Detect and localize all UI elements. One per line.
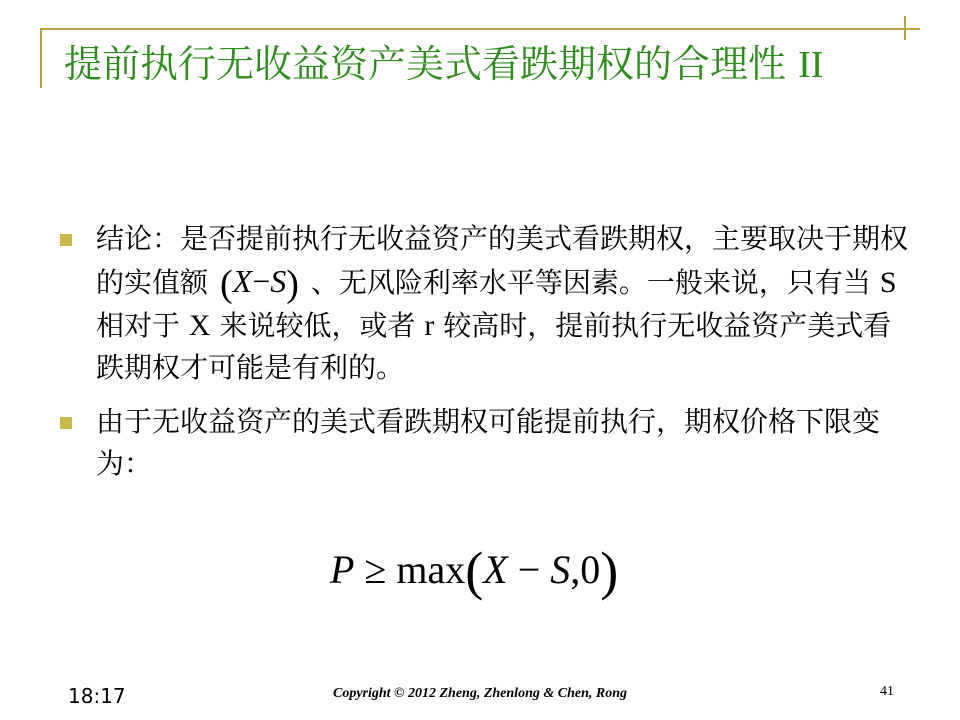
bullet-list	[60, 218, 910, 497]
formula-max: max	[396, 547, 466, 592]
var-r: r	[424, 309, 435, 342]
var-s: S	[879, 266, 897, 299]
bullet-text-part3: 相对于	[96, 309, 189, 342]
formula-paren-close: )	[600, 541, 619, 601]
paren-open: (	[220, 263, 233, 305]
bullet-text-part4: 来说较低，或者	[210, 309, 425, 342]
square-bullet-icon	[60, 234, 72, 246]
footer-time: 18:17	[68, 684, 126, 708]
math-minus: −	[252, 263, 271, 299]
formula-tail: ,0	[570, 547, 601, 592]
frame-left-line	[40, 28, 42, 88]
formula-x: X	[483, 547, 508, 592]
bullet-text-part2: 、无风险利率水平等因素。一般来说，只有当	[310, 266, 880, 299]
bullet-text: 由于无收益资产的美式看跌期权可能提前执行，期权价格下限变为：	[96, 405, 881, 480]
bullet-item-conclusion	[60, 218, 910, 389]
math-var-s: S	[270, 263, 287, 299]
frame-top-line	[40, 28, 920, 30]
inline-math-intrinsic-value	[208, 260, 311, 305]
bullet-item-lower-bound	[60, 401, 910, 485]
bullet-text-part1: 结论：是否提前执行无收益资产的美式看跌期权，主要取决于期权的实值额	[96, 222, 909, 299]
lower-bound-formula	[330, 540, 618, 602]
slide-title-text: 提前执行无收益资产美式看跌期权的合理性	[64, 42, 799, 86]
math-var-x: X	[232, 263, 253, 299]
paren-close: )	[286, 263, 299, 305]
bullet-text-part5: 较高时，提前执行无收益资产美式看跌期权才可能是有利的。	[96, 309, 892, 384]
footer-copyright: Copyright © 2012 Zheng, Zhenlong & Chen, Rong	[332, 686, 627, 701]
square-bullet-icon	[60, 417, 72, 429]
page-number: 41	[880, 684, 894, 699]
slide-title-suffix: II	[798, 44, 824, 86]
var-x: X	[188, 309, 211, 342]
slide-title	[64, 36, 894, 93]
formula-p: P	[330, 547, 355, 592]
formula-minus: −	[507, 547, 551, 592]
formula-geq: ≥	[354, 547, 397, 592]
formula-paren-open: (	[465, 541, 484, 601]
formula-s: S	[550, 547, 571, 592]
frame-right-tick	[904, 16, 906, 40]
